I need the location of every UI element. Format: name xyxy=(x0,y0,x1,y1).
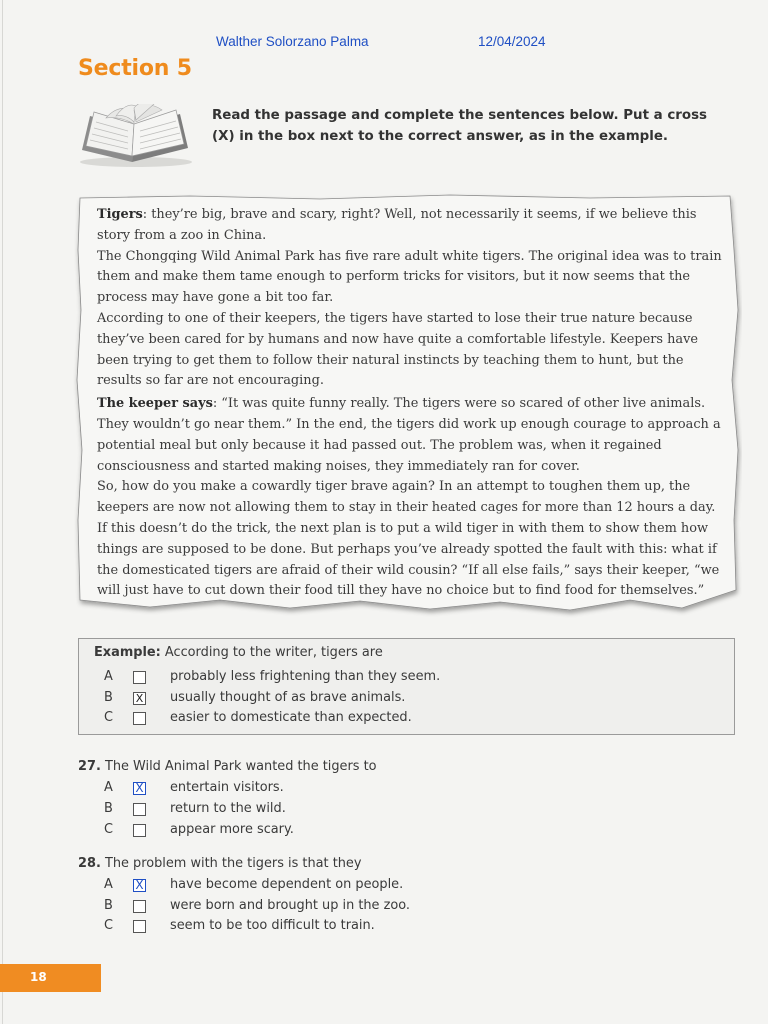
checkbox[interactable] xyxy=(133,671,146,684)
checkbox[interactable] xyxy=(133,712,146,725)
passage-lead-tigers: Tigers xyxy=(97,207,143,222)
student-name: Walther Solorzano Palma xyxy=(216,34,369,49)
example-stem: Example: According to the writer, tigers are xyxy=(94,645,383,660)
page-edge-line xyxy=(2,0,3,1024)
instruction-text: Read the passage and complete the sentences below. Put a cross (X) in the box next to the correct answer, as in the example. xyxy=(212,108,708,144)
checkbox-checked[interactable]: X xyxy=(133,782,146,795)
page-number: 18 xyxy=(30,970,47,984)
date-stamp: 12/04/2024 xyxy=(478,34,546,49)
passage-paragraph-2: The Chongqing Wild Animal Park has five rare adult white tigers. The original idea was to train them and make them tame enough to perform tricks for visitors, but it now seems that the process may have gone a bit too far. xyxy=(97,248,722,306)
checkbox-checked[interactable]: X xyxy=(133,692,146,705)
passage-paragraph-5: So, how do you make a cowardly tiger brave again? In an attempt to toughen them up, the keepers are now not allowing them to stay in their heated cages for more than 12 hours a day. If this doesn’t do the trick, the next plan is to put a wild tiger in with them to show them how things are supposed to be done. But perhaps you’ve already spotted the fault with this: what if the domesticated tigers are afraid of their wild cousin? “If all else fails,” says their keeper, “we will just have to cut down their food till they have no choice but to find food for themselves.” xyxy=(97,479,720,599)
question-28-stem: 28. The problem with the tigers is that they xyxy=(78,856,362,871)
passage-paragraph-3: According to one of their keepers, the tigers have started to lose their true nature because they’ve been cared for by humans and now have quite a comfortable lifestyle. Keepers have been trying to get them to follow their natural instincts by teaching them to hunt, but the results so far are not encouraging. xyxy=(97,310,699,389)
passage-paragraph-1: Tigers: they’re big, brave and scary, right? Well, not necessarily it seems, if we believe this story from a zoo in China. xyxy=(97,207,697,243)
checkbox[interactable] xyxy=(133,900,146,913)
passage-lead-keeper: The keeper says xyxy=(97,396,213,412)
question-27-stem: 27. The Wild Animal Park wanted the tigers to xyxy=(78,759,377,774)
open-book-icon xyxy=(76,104,198,168)
checkbox-checked[interactable]: X xyxy=(133,879,146,892)
reading-passage xyxy=(97,205,729,602)
checkbox[interactable] xyxy=(133,920,146,933)
example-label: Example: xyxy=(94,645,161,660)
section-title: Section 5 xyxy=(78,56,192,81)
checkbox[interactable] xyxy=(133,824,146,837)
page-number-tab xyxy=(0,964,101,992)
passage-paragraph-4: The keeper says: “It was quite funny really. The tigers were so scared of other live animals. They wouldn’t go near them.” In the end, the tigers did work up enough courage to approach a potential meal but only because it had passed out. The problem was, when it regained consciousness and started making noises, they immediately ran for cover. xyxy=(97,396,721,474)
checkbox[interactable] xyxy=(133,803,146,816)
